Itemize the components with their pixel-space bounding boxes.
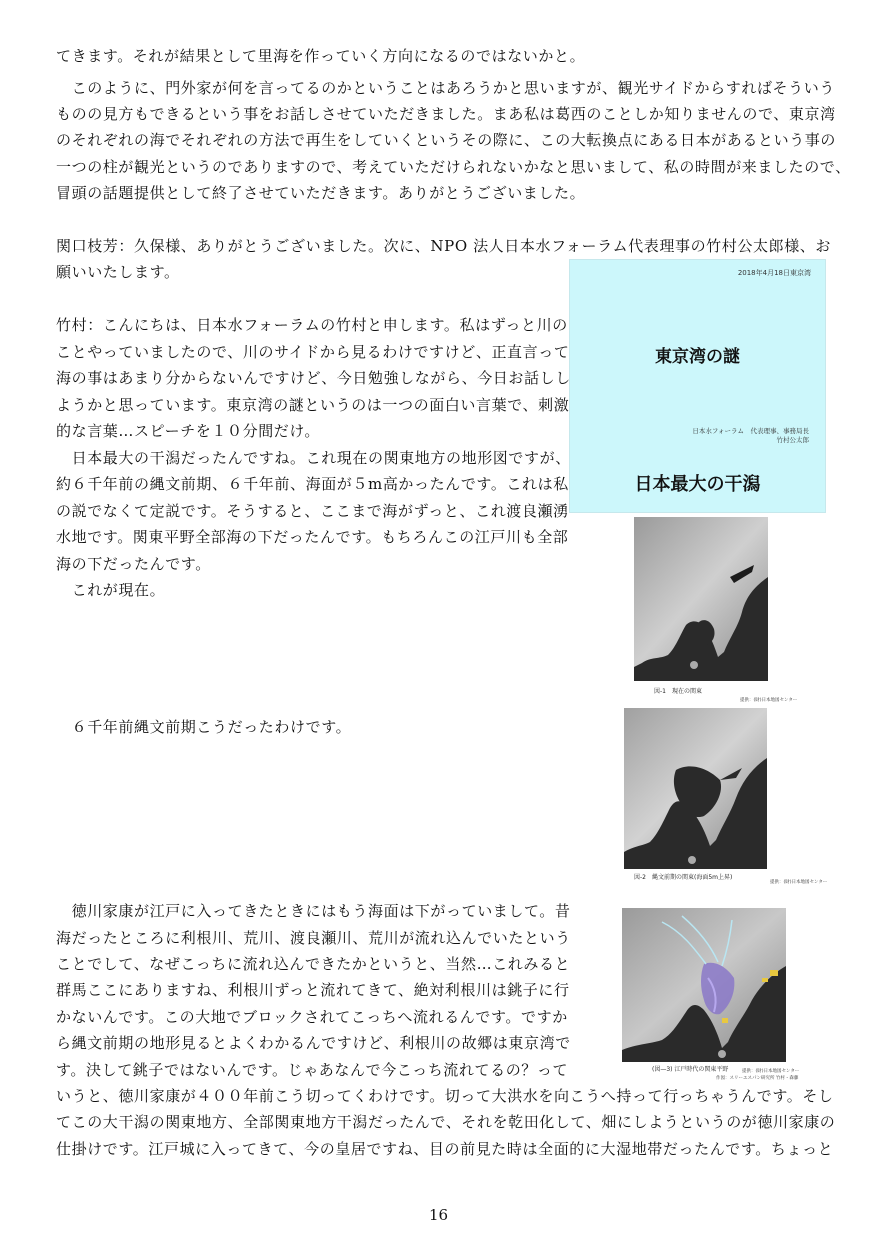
speaker-line-takemura: てこの大干潟の関東地方、全部関東地方干潟だったんで、それを乾田化して、畑にしようというのが徳川家康の <box>56 1113 836 1131</box>
speaker-line-takemura: 徳川家康が江戸に入ってきたときにはもう海面は下がっていまして。昔 <box>56 902 571 920</box>
speaker-line-takemura: 日本最大の干潟だったんですね。これ現在の関東地方の地形図ですが、 <box>56 449 571 467</box>
speaker-line-takemura: 海の下だったんです。 <box>56 555 211 573</box>
body-line: このように、門外家が何を言ってるのかということはあろうかと思いますが、観光サイドからすればそういう <box>56 79 835 97</box>
speaker-line-takemura: ことやっていましたので、川のサイドから見るわけですけど、正直言って <box>56 343 570 361</box>
slide-subtitle: 日本最大の干潟 <box>634 474 761 495</box>
speaker-line-takemura: 海の事はあまり分からないんですけど、今日勉強しながら、今日お話しし <box>56 369 571 387</box>
speaker-line-takemura: 約６千年前の縄文前期、６千年前、海面が５m高かったんです。これは私 <box>56 475 569 493</box>
body-line: 一つの柱が観光というのでありますので、考えていただけられないかなと思いまして、私の時間が来ましたので、 <box>56 158 851 176</box>
slide-date: 2018年4月18日東京湾 <box>737 269 811 277</box>
body-line: のそれぞれの海でそれぞれの方法で再生をしていくというその際に、この大転換点にある日本があるという事の <box>56 131 837 149</box>
speaker-line-takemura: 群馬ここにありますね、利根川ずっと流れてきて、絶対利根川は銚子に行 <box>56 981 570 999</box>
speaker-line-takemura: かないんです。この大地でブロックされてこっちへ流れるんです。ですか <box>56 1008 568 1026</box>
body-line: ものの見方もできるという事をお話しさせていただきました。まあ私は葛西のことしか知りませんので、東京湾 <box>56 105 836 123</box>
body-line: 冒頭の話題提供として終了させていただきます。ありがとうございました。 <box>56 184 586 202</box>
figure-credit: 提供：(財)日本地図センター <box>770 880 828 885</box>
figure-credit: 提供：(財)日本地図センター <box>742 1069 800 1074</box>
speaker-line-takemura: ６千年前縄文前期こうだったわけです。 <box>56 718 352 736</box>
speaker-line-takemura: 海だったところに利根川、荒川、渡良瀬川、荒川が流れ込んでいたという <box>56 929 571 947</box>
speaker-line-sekiguchi: 願いいたします。 <box>56 263 180 281</box>
slide-affiliation-line: 日本水フォーラム 代表理事、事務局長 <box>692 427 809 435</box>
speaker-line-takemura: 仕掛けです。江戸城に入ってきて、今の皇居ですね、目の前見た時は全面的に大湿地帯だったんです。ちょっと <box>56 1140 834 1158</box>
speaker-line-takemura: ことでして、なぜこっちに流れ込んできたかというと、当然…これみると <box>56 955 571 973</box>
body-line: てきます。それが結果として里海を作っていく方向になるのではないかと。 <box>56 47 586 65</box>
slide-title: 東京湾の謎 <box>655 347 740 367</box>
speaker-line-takemura: 竹村：こんにちは、日本水フォーラムの竹村と申します。私はずっと川の <box>56 316 568 334</box>
figure-caption: (図—3) 江戸時代の関東平野 <box>652 1066 729 1073</box>
speaker-line-sekiguchi: 関口枝芳：久保様、ありがとうございました。次に、NPO 法人日本水フォーラム代表理事の竹村公太郎様、お <box>56 237 831 255</box>
speaker-line-takemura: これが現在。 <box>56 581 166 599</box>
page-number: 16 <box>428 1206 449 1224</box>
figure-credit: 作図：スリーエスパン研究所 竹村・森藤 <box>716 1076 799 1081</box>
slide-affiliation <box>692 427 809 445</box>
speaker-line-takemura: す。決して銚子ではないんです。じゃあなんで今こっち流れてるの？って <box>56 1061 569 1079</box>
speaker-line-takemura: 水地です。関東平野全部海の下だったんです。もちろんこの江戸川も全部 <box>56 528 569 546</box>
speaker-line-takemura: ようかと思っています。東京湾の謎というのは一つの面白い言葉で、刺激 <box>56 396 570 414</box>
speaker-line-takemura: ら縄文前期の地形見るとよくわかるんですけど、利根川の故郷は東京湾で <box>56 1034 571 1052</box>
map-edo-kanto <box>622 908 786 1062</box>
map-jomon-kanto <box>624 708 767 869</box>
speaker-line-takemura: いうと、徳川家康が４００年前こう切ってくわけです。切って大洪水を向こうへ持って行っちゃうんです。そし <box>56 1087 834 1105</box>
slide-affiliation-line: 竹村公太郎 <box>776 436 809 444</box>
presentation-slide <box>569 259 826 513</box>
figure-credit: 提供：(財)日本地図センター <box>740 698 798 703</box>
figure-caption: 図-1 現在の関東 <box>654 688 702 695</box>
figure-caption: 図-2 縄文前期の関東(海面5m上昇) <box>634 874 733 881</box>
speaker-line-takemura: の説でなくて定説です。そうすると、ここまで海がずっと、これ渡良瀬湧 <box>56 502 569 520</box>
speaker-line-takemura: 的な言葉…スピーチを１０分間だけ。 <box>56 422 321 440</box>
map-present-kanto <box>634 517 768 681</box>
